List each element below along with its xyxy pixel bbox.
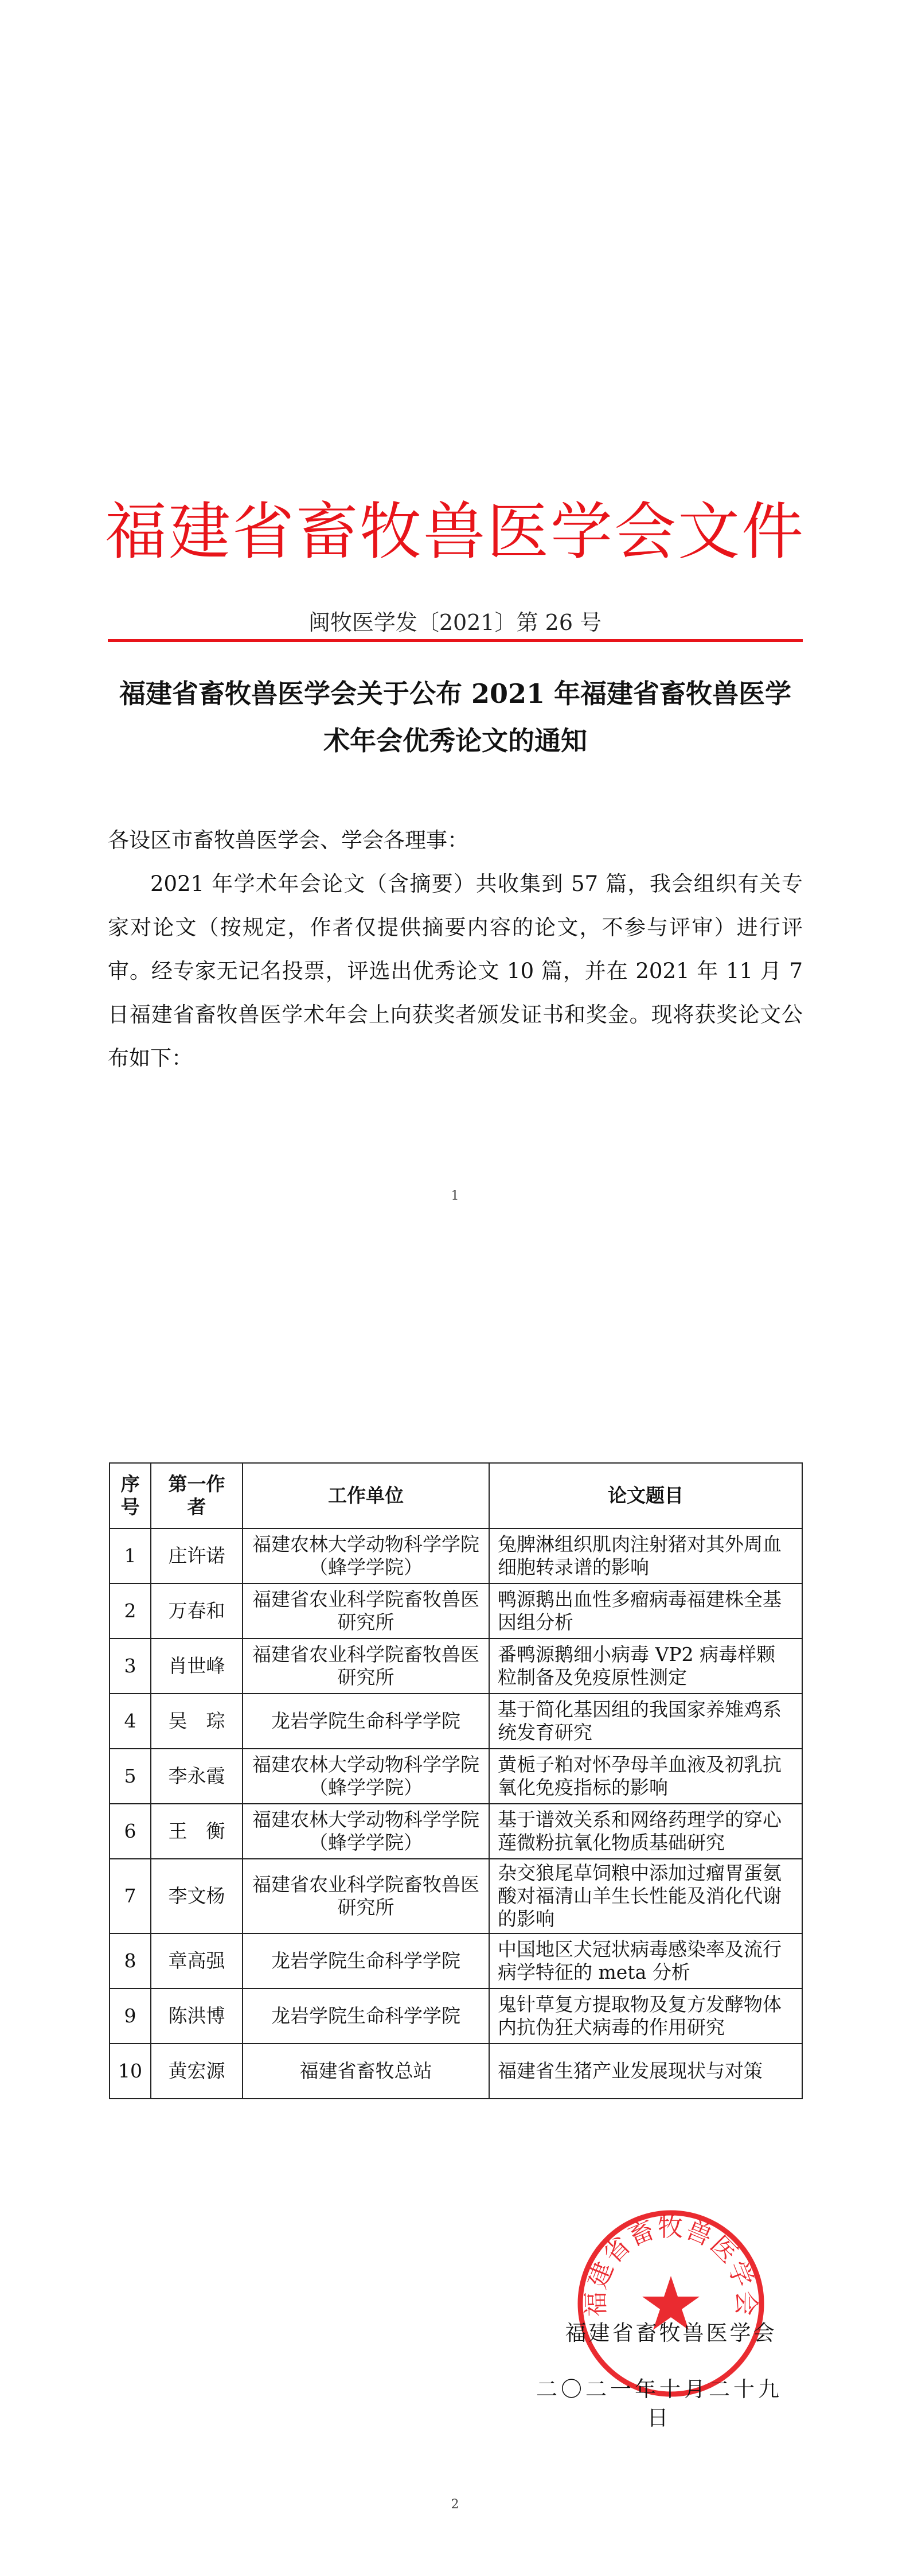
cell-author: 李永霞 (151, 1749, 243, 1804)
cell-no: 8 (110, 1933, 151, 1989)
table-row (110, 1694, 802, 1749)
page-number: 2 (451, 2497, 459, 2512)
cell-author: 李文杨 (151, 1859, 243, 1933)
cell-author: 万春和 (151, 1583, 243, 1639)
table-row (110, 2044, 802, 2099)
cell-author: 王 衡 (151, 1804, 243, 1859)
document-number: 闽牧医学发〔2021〕第 26 号 (308, 610, 602, 635)
table-row (110, 1933, 802, 1989)
cell-unit: 福建省农业科学院畜牧兽医研究所 (243, 1639, 489, 1694)
cell-unit: 福建农林大学动物科学学院（蜂学学院） (243, 1804, 489, 1859)
official-seal-stamp (573, 2206, 768, 2401)
cell-no: 7 (110, 1859, 151, 1933)
red-divider (108, 639, 803, 642)
cell-topic: 基于谱效关系和网络药理学的穿心莲微粉抗氧化物质基础研究 (489, 1804, 802, 1859)
cell-no: 2 (110, 1583, 151, 1639)
cell-unit: 福建省农业科学院畜牧兽医研究所 (243, 1859, 489, 1933)
cell-no: 3 (110, 1639, 151, 1694)
cell-unit: 龙岩学院生命科学学院 (243, 1694, 489, 1749)
table-row (110, 1804, 802, 1859)
cell-topic: 中国地区犬冠状病毒感染率及流行病学特征的 meta 分析 (489, 1933, 802, 1989)
org-title: 福建省畜牧兽医学会文件 (104, 496, 805, 568)
table-row (110, 1583, 802, 1639)
table-row (110, 1859, 802, 1933)
table-row (110, 1749, 802, 1804)
signing-date: 二〇二一年十月二十九日 (536, 2377, 783, 2430)
header-unit: 工作单位 (243, 1463, 489, 1528)
cell-topic: 福建省生猪产业发展现状与对策 (489, 2044, 802, 2099)
salutation: 各设区市畜牧兽医学会、学会各理事： (108, 828, 468, 853)
table-row (110, 1989, 802, 2044)
cell-no: 9 (110, 1989, 151, 2044)
cell-no: 4 (110, 1694, 151, 1749)
body-paragraph: 2021 年学术年会论文（含摘要）共收集到 57 篇，我会组织有关专家对论文（按规定，作者仅提供摘要内容的论文，不参与评审）进行评审。经专家无记名投票，评选出优秀论文 10 篇，并在 2021 年 11 月 7 日福建省畜牧兽医学术年会上向获奖者颁发证书和奖金。现将获奖论文公布如下： (108, 871, 803, 1071)
cell-topic: 鸭源鹅出血性多瘤病毒福建株全基因组分析 (489, 1583, 802, 1639)
cell-topic: 兔脾淋组织肌肉注射猪对其外周血细胞转录谱的影响 (489, 1528, 802, 1583)
page-number: 1 (451, 1189, 459, 1203)
table-row (110, 1528, 802, 1583)
header-no: 序号 (110, 1463, 151, 1528)
table-row (110, 1639, 802, 1694)
cell-unit: 龙岩学院生命科学学院 (243, 1989, 489, 2044)
cell-unit: 龙岩学院生命科学学院 (243, 1933, 489, 1989)
cell-no: 10 (110, 2044, 151, 2099)
cell-unit: 福建省畜牧总站 (243, 2044, 489, 2099)
header-author: 第一作者 (151, 1463, 243, 1528)
cell-no: 6 (110, 1804, 151, 1859)
cell-unit: 福建农林大学动物科学学院（蜂学学院） (243, 1749, 489, 1804)
cell-author: 吴 琮 (151, 1694, 243, 1749)
cell-topic: 杂交狼尾草饲粮中添加过瘤胃蛋氨酸对福清山羊生长性能及消化代谢的影响 (489, 1859, 802, 1933)
table-header-row (110, 1463, 802, 1528)
cell-no: 1 (110, 1528, 151, 1583)
header-topic: 论文题目 (489, 1463, 802, 1528)
signing-organization: 福建省畜牧兽医学会 (565, 2321, 777, 2345)
seal-text: 福建省畜牧兽医学会 (581, 2213, 761, 2317)
cell-no: 5 (110, 1749, 151, 1804)
notice-title: 福建省畜牧兽医学会关于公布 2021 年福建省畜牧兽医学术年会优秀论文的通知 (119, 678, 792, 756)
award-table (109, 1462, 803, 2099)
cell-author: 黄宏源 (151, 2044, 243, 2099)
cell-unit: 福建省农业科学院畜牧兽医研究所 (243, 1583, 489, 1639)
cell-author: 章高强 (151, 1933, 243, 1989)
cell-topic: 番鸭源鹅细小病毒 VP2 病毒样颗粒制备及免疫原性测定 (489, 1639, 802, 1694)
cell-author: 陈洪博 (151, 1989, 243, 2044)
cell-author: 肖世峰 (151, 1639, 243, 1694)
cell-topic: 黄栀子粕对怀孕母羊血液及初乳抗氧化免疫指标的影响 (489, 1749, 802, 1804)
cell-topic: 鬼针草复方提取物及复方发酵物体内抗伪狂犬病毒的作用研究 (489, 1989, 802, 2044)
cell-unit: 福建农林大学动物科学学院（蜂学学院） (243, 1528, 489, 1583)
cell-author: 庄许诺 (151, 1528, 243, 1583)
cell-topic: 基于简化基因组的我国家养雉鸡系统发育研究 (489, 1694, 802, 1749)
